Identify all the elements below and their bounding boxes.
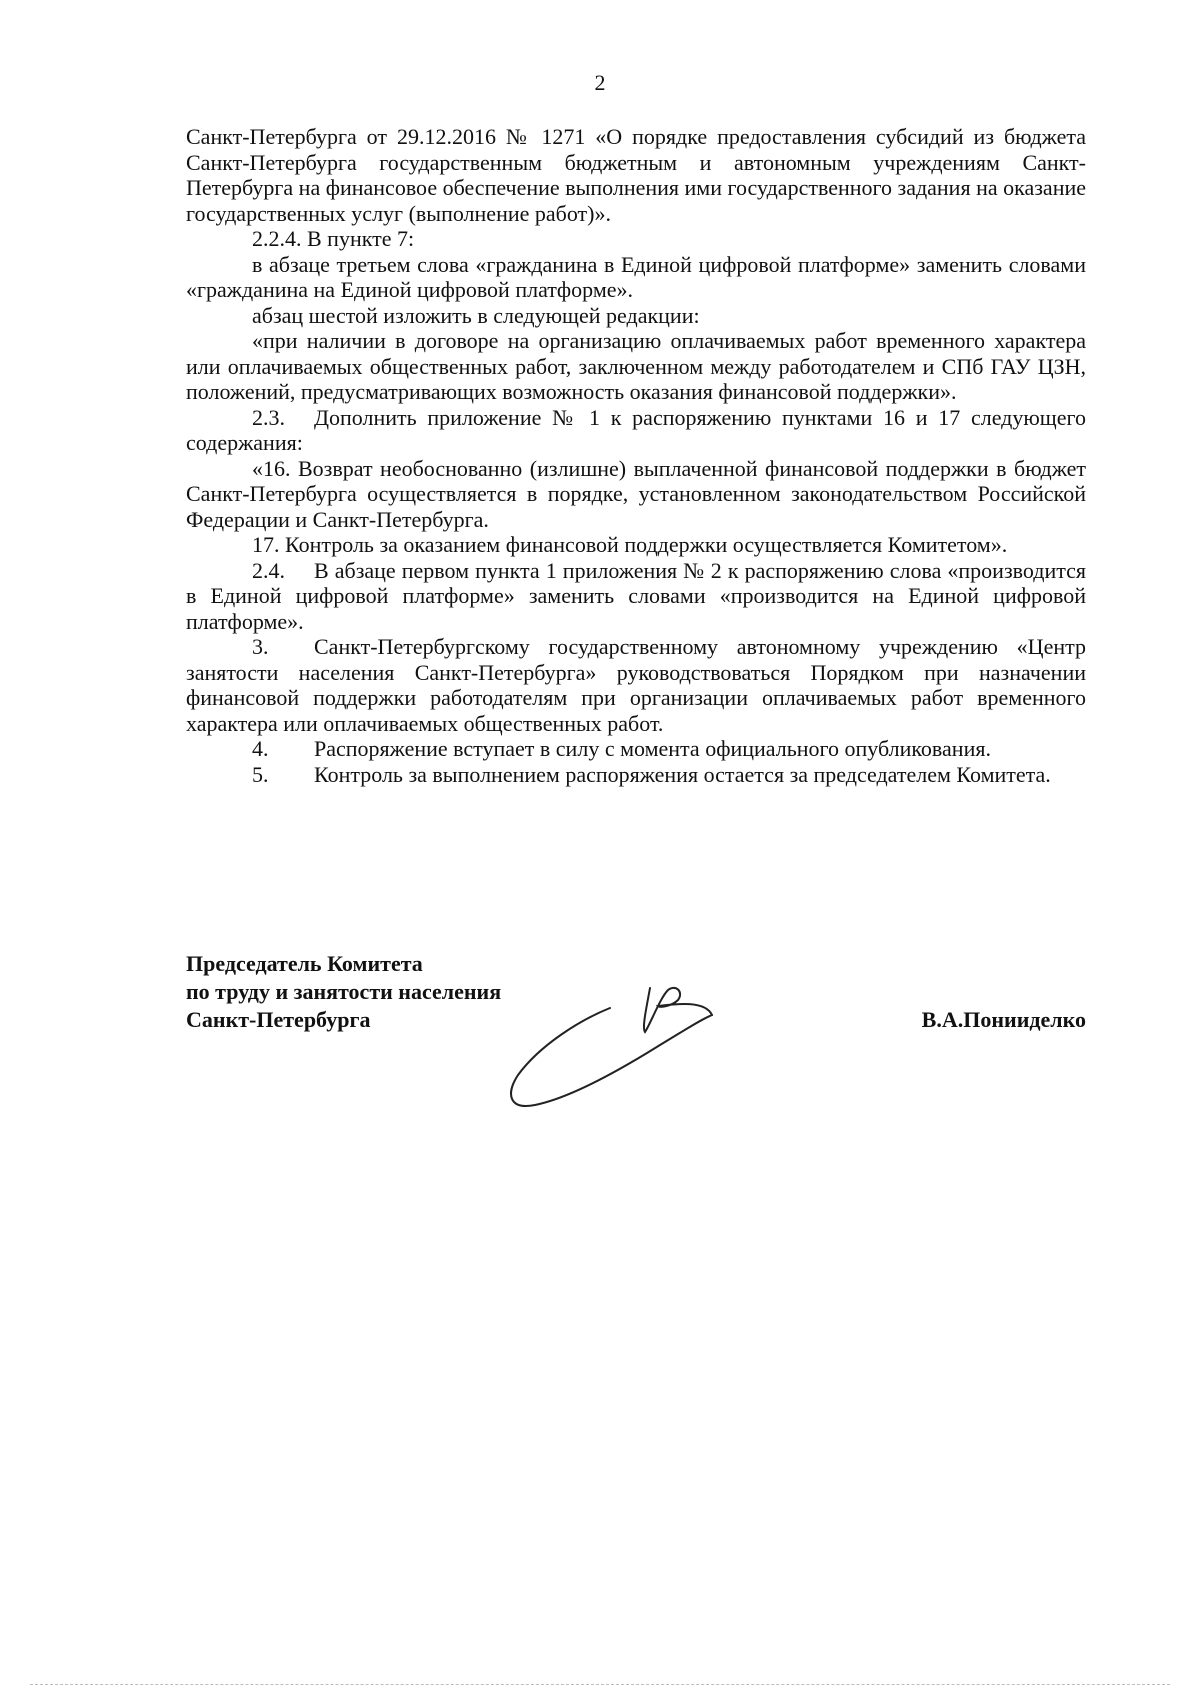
paragraph-item-3 bbox=[186, 634, 1086, 736]
item-number: 5. bbox=[252, 761, 269, 787]
paragraph-abzac-3: в абзаце третьем слова «гражданина в Единой цифровой платформе» заменить словами «гражданина на Единой цифровой платформе». bbox=[186, 251, 1086, 302]
paragraph-item-2-4 bbox=[186, 558, 1086, 635]
paragraph-item-17: 17. Контроль за оказанием финансовой поддержки осуществляется Комитетом». bbox=[252, 532, 1008, 557]
paragraph-abzac-6: абзац шестой изложить в следующей редакции: bbox=[252, 302, 700, 328]
signatory-title-line-1: Председатель Комитета bbox=[186, 951, 423, 976]
item-text: Распоряжение вступает в силу с момента официального опубликования. bbox=[314, 736, 991, 761]
paragraph-item-4 bbox=[186, 736, 1086, 762]
page-number: 2 bbox=[594, 70, 606, 95]
item-number: 2.3. bbox=[252, 404, 285, 430]
document-body bbox=[186, 124, 1086, 787]
paragraph-quote-new-text: «при наличии в договоре на организацию оплачиваемых работ временного характера или оплачиваемых общественных работ, заключенном между работодателем и СПб ГАУ ЦЗН, положений, предусматривающих возможность оказания финансовой поддержки». bbox=[186, 328, 1086, 404]
paragraph-item-5 bbox=[186, 762, 1086, 788]
signatory-title-line-3: Санкт-Петербурга bbox=[186, 1007, 371, 1032]
paragraph-item-16: «16. Возврат необоснованно (излишне) выплаченной финансовой поддержки в бюджет Санкт-Петербурга осуществляется в порядке, установленном законодательством Российской Федерации и Санкт-Петербурга. bbox=[186, 455, 1086, 532]
item-text: Контроль за выполнением распоряжения остается за председателем Комитета. bbox=[314, 761, 1051, 787]
item-number: 2.4. bbox=[252, 557, 285, 583]
item-number: 4. bbox=[252, 736, 269, 761]
item-text: В абзаце первом пункта 1 приложения № 2 к распоряжению слова «производится в Единой цифровой платформе» заменить словами «производится на Единой цифровой платформе». bbox=[186, 557, 1086, 634]
item-text: Санкт-Петербургскому государственному автономному учреждению «Центр занятости населения Санкт-Петербурга» руководствоваться Порядком при назначении финансовой поддержки работодателям при организации оплачиваемых работ временного характера или оплачиваемых общественных работ. bbox=[186, 634, 1086, 736]
scan-edge-line bbox=[30, 1684, 1170, 1685]
signer-name: В.А.Понииделко bbox=[921, 1007, 1086, 1032]
signatory-title-line-2: по труду и занятости населения bbox=[186, 979, 502, 1004]
item-text: Дополнить приложение № 1 к распоряжению пунктами 16 и 17 следующего содержания: bbox=[186, 404, 1086, 455]
paragraph-continuation: Санкт-Петербурга от 29.12.2016 № 1271 «О порядке предоставления субсидий из бюджета Санкт-Петербурга государственным бюджетным и автономным учреждениям Санкт-Петербурга на финансовое обеспечение выполнения ими государственного задания на оказание государственных услуг (выполнение работ)». bbox=[186, 124, 1087, 226]
signatory-title bbox=[186, 950, 501, 1034]
paragraph-item-2-3 bbox=[186, 405, 1086, 456]
item-number: 3. bbox=[252, 634, 269, 659]
paragraph-item-2-2-4: 2.2.4. В пункте 7: bbox=[252, 226, 415, 251]
handwritten-signature bbox=[500, 970, 740, 1110]
